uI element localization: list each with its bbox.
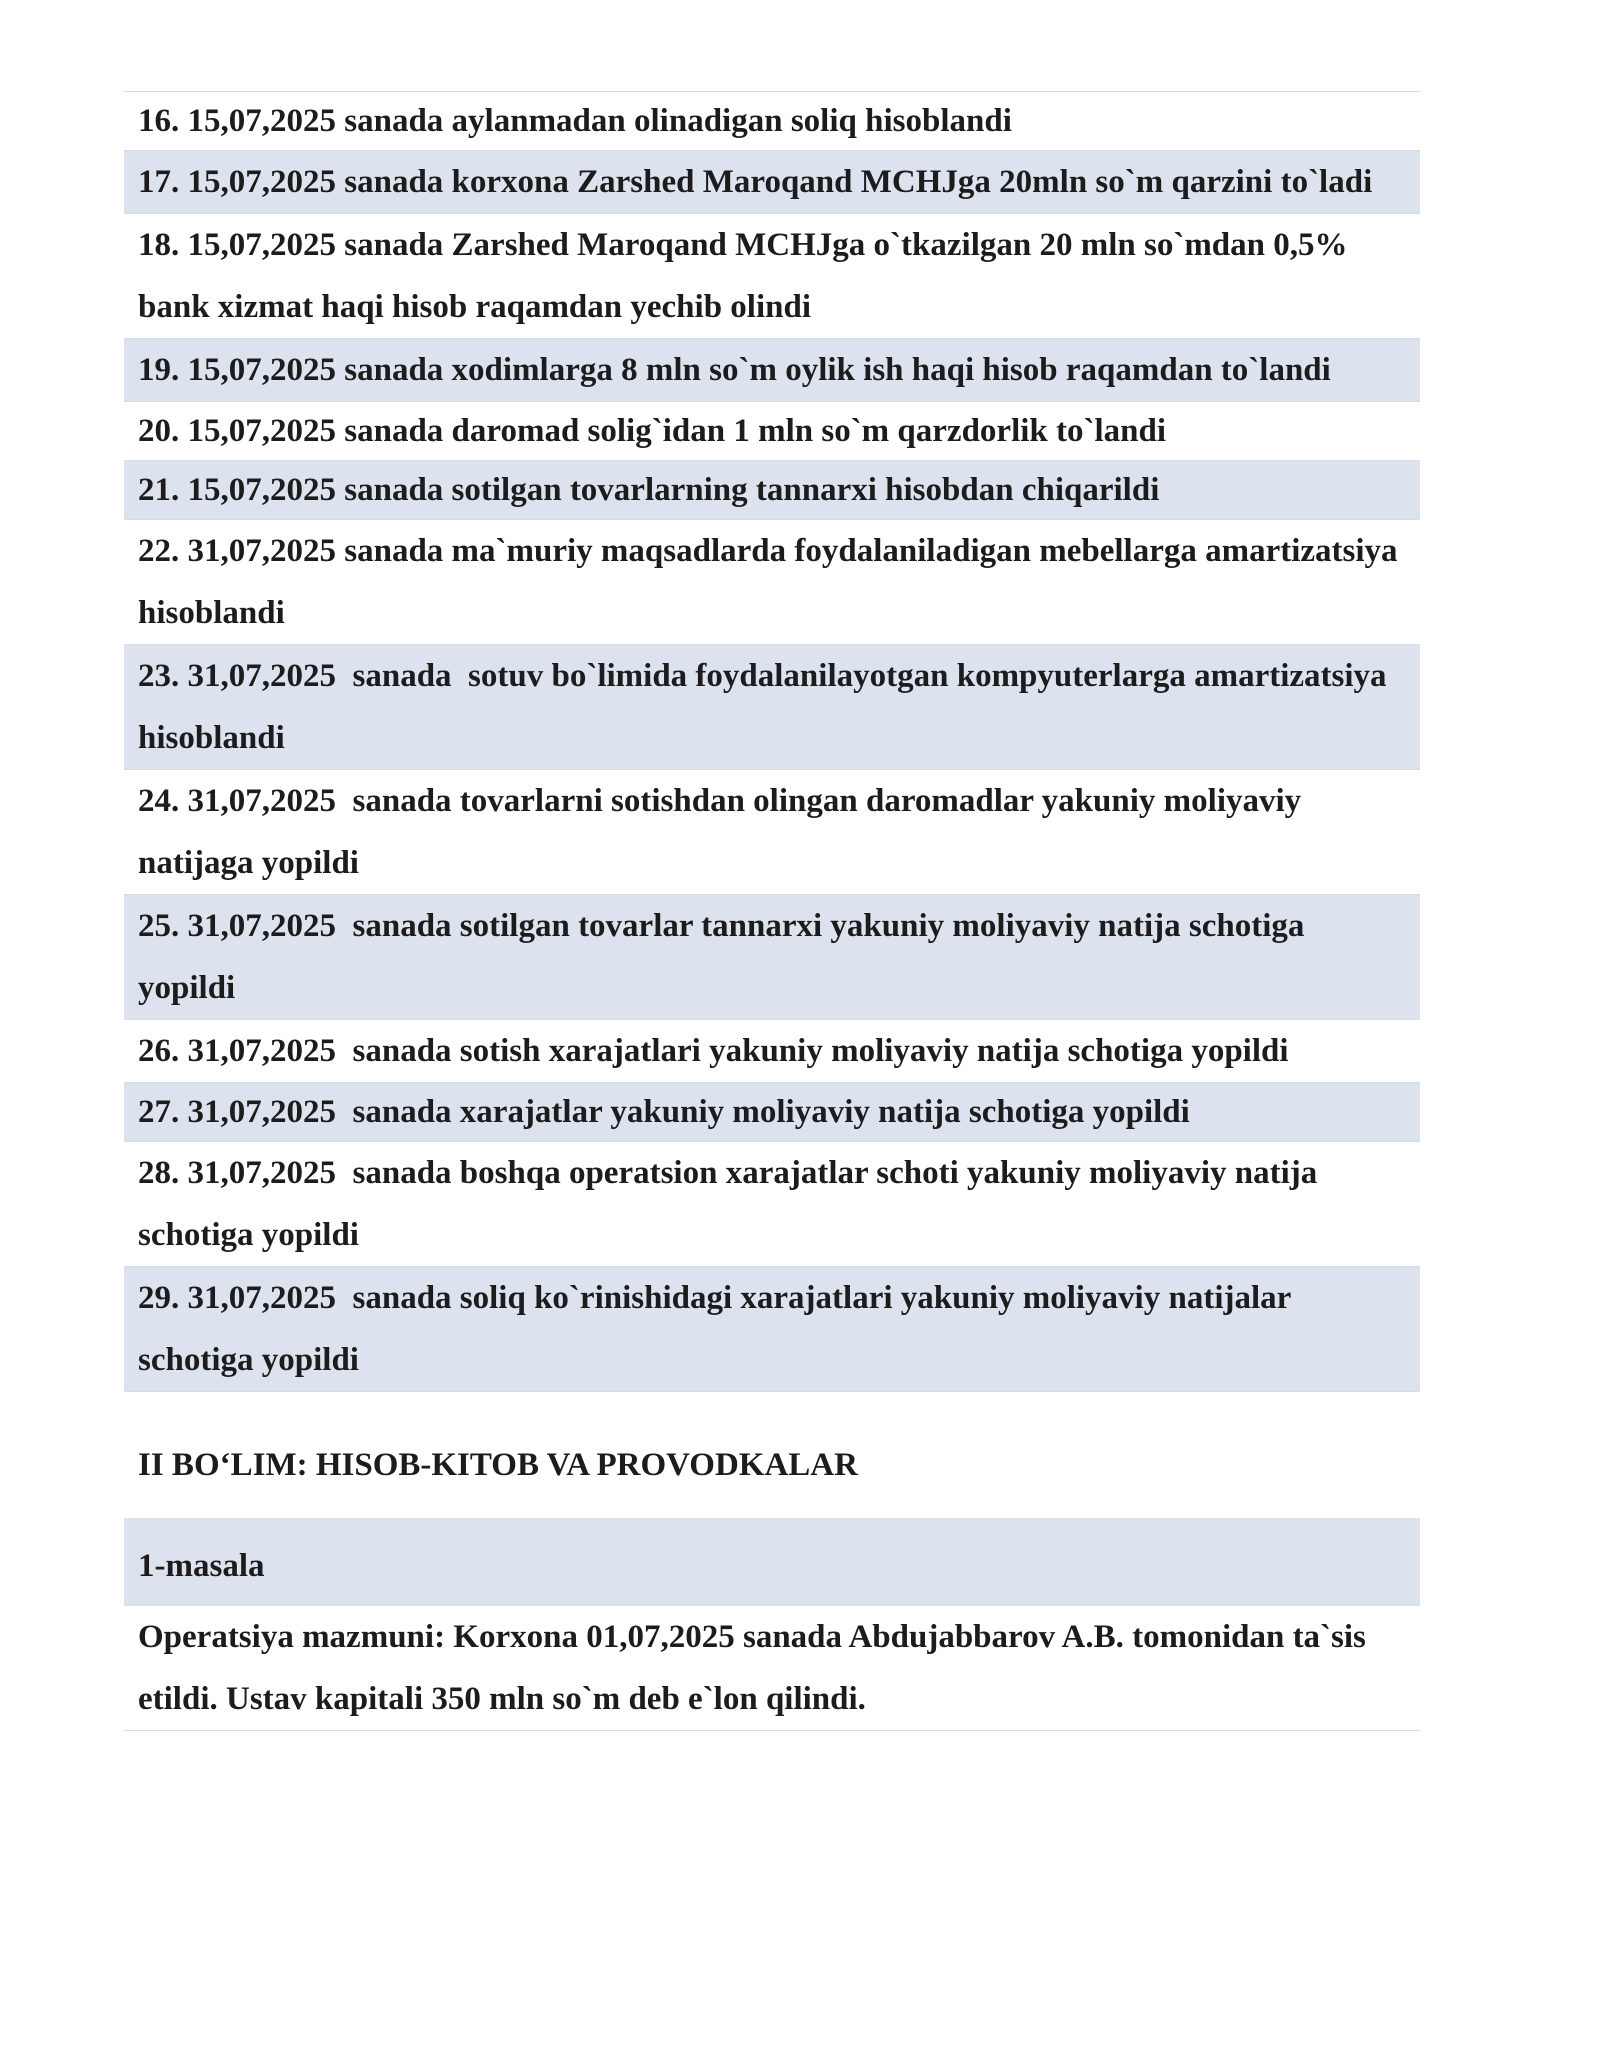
operation-row-16: 16. 15,07,2025 sanada aylanmadan olinadigan soliq hisoblandi: [124, 92, 1420, 151]
operation-row-24: 24. 31,07,2025 sanada tovarlarni sotishdan olingan daromadlar yakuniy moliyaviy natijaga yopildi: [124, 770, 1420, 895]
operation-row-26: 26. 31,07,2025 sanada sotish xarajatlari yakuniy moliyaviy natija schotiga yopildi: [124, 1020, 1420, 1083]
operation-row-20: 20. 15,07,2025 sanada daromad solig`idan 1 mln so`m qarzdorlik to`landi: [124, 402, 1420, 461]
section-heading: II BO‘LIM: HISOB-KITOB VA PROVODKALAR: [138, 1447, 858, 1483]
operations-table: [124, 91, 1420, 1392]
operation-row-18: 18. 15,07,2025 sanada Zarshed Maroqand MCHJga o`tkazilgan 20 mln so`mdan 0,5% bank xizmat haqi hisob raqamdan yechib olindi: [124, 214, 1420, 339]
operation-row-22: 22. 31,07,2025 sanada ma`muriy maqsadlarda foydalaniladigan mebellarga amartizatsiya hisoblandi: [124, 520, 1420, 645]
operation-row-23: 23. 31,07,2025 sanada sotuv bo`limida foydalanilayotgan kompyuterlarga amartizatsiya hisoblandi: [124, 645, 1420, 770]
document-page: [124, 91, 1420, 1731]
operation-row-25: 25. 31,07,2025 sanada sotilgan tovarlar tannarxi yakuniy moliyaviy natija schotiga yopildi: [124, 895, 1420, 1020]
operation-row-29: 29. 31,07,2025 sanada soliq ko`rinishidagi xarajatlari yakuniy moliyaviy natijalar schotiga yopildi: [124, 1267, 1420, 1392]
task-description: Operatsiya mazmuni: Korxona 01,07,2025 sanada Abdujabbarov A.B. tomonidan ta`sis etildi. Ustav kapitali 350 mln so`m deb e`lon qilindi.: [124, 1606, 1420, 1731]
operation-row-28: 28. 31,07,2025 sanada boshqa operatsion xarajatlar schoti yakuniy moliyaviy natija schotiga yopildi: [124, 1142, 1420, 1267]
operation-row-17: 17. 15,07,2025 sanada korxona Zarshed Maroqand MCHJga 20mln so`m qarzini to`ladi: [124, 151, 1420, 214]
task-title: 1-masala: [124, 1518, 1420, 1606]
operation-row-19: 19. 15,07,2025 sanada xodimlarga 8 mln so`m oylik ish haqi hisob raqamdan to`landi: [124, 339, 1420, 402]
operation-row-21: 21. 15,07,2025 sanada sotilgan tovarlarning tannarxi hisobdan chiqarildi: [124, 461, 1420, 520]
operation-row-27: 27. 31,07,2025 sanada xarajatlar yakuniy moliyaviy natija schotiga yopildi: [124, 1083, 1420, 1142]
